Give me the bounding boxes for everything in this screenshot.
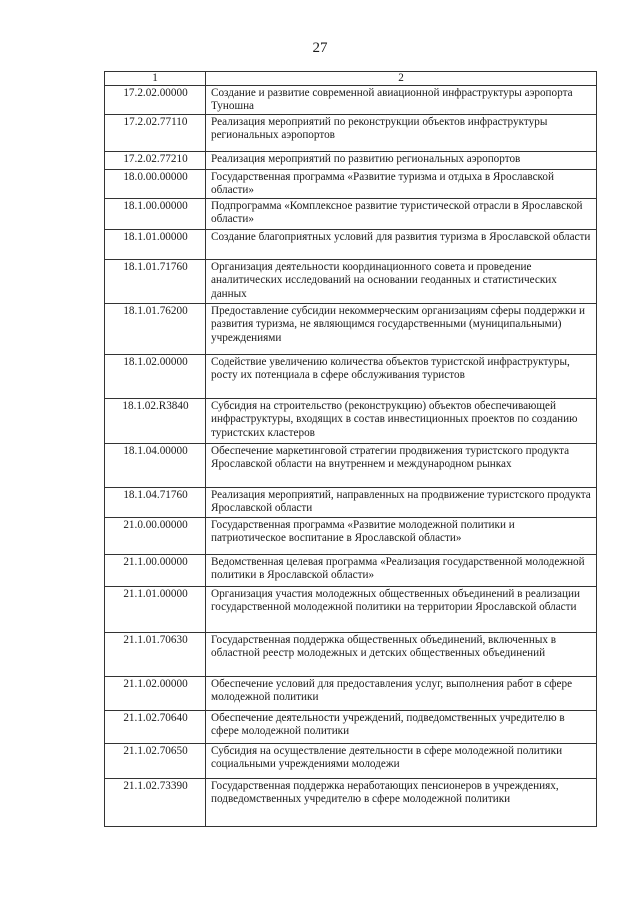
row-code: 21.1.02.00000 — [105, 676, 206, 710]
row-code: 17.2.02.77110 — [105, 115, 206, 152]
row-code: 18.1.01.00000 — [105, 229, 206, 259]
row-code: 21.1.00.00000 — [105, 554, 206, 586]
table-row — [105, 586, 597, 632]
row-name: Реализация мероприятий по развитию региональных аэропортов — [206, 152, 597, 170]
classification-table — [104, 71, 597, 827]
table-row — [105, 554, 597, 586]
row-name: Обеспечение маркетинговой стратегии продвижения туристского продукта Ярославской области на внутреннем и международном рынках — [206, 443, 597, 487]
table-row — [105, 170, 597, 199]
table-row — [105, 743, 597, 778]
table-row — [105, 517, 597, 554]
row-name: Создание благоприятных условий для развития туризма в Ярославской области — [206, 229, 597, 259]
table-row — [105, 778, 597, 826]
table-row — [105, 443, 597, 487]
table-row — [105, 303, 597, 354]
row-name: Подпрограмма «Комплексное развитие туристической отрасли в Ярославской области» — [206, 198, 597, 229]
row-name: Обеспечение деятельности учреждений, подведомственных учредителю в сфере молодежной политики — [206, 710, 597, 743]
table-row — [105, 676, 597, 710]
table-row — [105, 398, 597, 443]
row-name: Реализация мероприятий по реконструкции объектов инфраструктуры региональных аэропортов — [206, 115, 597, 152]
row-code: 21.1.01.70630 — [105, 632, 206, 676]
column-header-2: 2 — [206, 72, 597, 86]
table-header-row — [105, 72, 597, 86]
row-code: 18.1.02.00000 — [105, 354, 206, 398]
row-code: 17.2.02.00000 — [105, 86, 206, 115]
table-row — [105, 632, 597, 676]
row-code: 18.1.04.00000 — [105, 443, 206, 487]
row-name: Субсидия на осуществление деятельности в сфере молодежной политики социальными учреждениями молодежи — [206, 743, 597, 778]
row-name: Организация деятельности координационного совета и проведение аналитических исследований на основании геоданных и статистических данных — [206, 259, 597, 303]
table-row — [105, 115, 597, 152]
table-row — [105, 229, 597, 259]
table-row — [105, 198, 597, 229]
row-code: 21.1.02.70650 — [105, 743, 206, 778]
table-row — [105, 86, 597, 115]
row-code: 21.0.00.00000 — [105, 517, 206, 554]
row-name: Субсидия на строительство (реконструкцию) объектов обеспечивающей инфраструктуры, входящих в состав инвестиционных проектов по созданию туристских кластеров — [206, 398, 597, 443]
row-name: Государственная программа «Развитие молодежной политики и патриотическое воспитание в Ярославской области» — [206, 517, 597, 554]
row-name: Государственная поддержка общественных объединений, включенных в областной реестр молодежных и детских общественных объединений — [206, 632, 597, 676]
row-code: 17.2.02.77210 — [105, 152, 206, 170]
row-name: Создание и развитие современной авиационной инфраструктуры аэропорта Туношна — [206, 86, 597, 115]
row-code: 18.1.04.71760 — [105, 487, 206, 517]
row-name: Реализация мероприятий, направленных на продвижение туристского продукта Ярославской области — [206, 487, 597, 517]
row-name: Организация участия молодежных общественных объединений в реализации государственной молодежной политики на территории Ярославской области — [206, 586, 597, 632]
row-code: 18.0.00.00000 — [105, 170, 206, 199]
table-row — [105, 259, 597, 303]
column-header-1: 1 — [105, 72, 206, 86]
row-code: 21.1.02.73390 — [105, 778, 206, 826]
row-name: Государственная поддержка неработающих пенсионеров в учреждениях, подведомственных учредителю в сфере молодежной политики — [206, 778, 597, 826]
row-name: Государственная программа «Развитие туризма и отдыха в Ярославской области» — [206, 170, 597, 199]
row-name: Содействие увеличению количества объектов туристской инфраструктуры, росту их потенциала в сфере обслуживания туристов — [206, 354, 597, 398]
row-name: Обеспечение условий для предоставления услуг, выполнения работ в сфере молодежной политики — [206, 676, 597, 710]
table-row — [105, 354, 597, 398]
table-row — [105, 487, 597, 517]
table-row — [105, 152, 597, 170]
table-row — [105, 710, 597, 743]
row-code: 18.1.01.71760 — [105, 259, 206, 303]
row-name: Предоставление субсидии некоммерческим организациям сферы поддержки и развития туризма, не являющимся государственными (муниципальными) учреждениями — [206, 303, 597, 354]
row-code: 18.1.01.76200 — [105, 303, 206, 354]
row-name: Ведомственная целевая программа «Реализация государственной молодежной политики в Ярославской области» — [206, 554, 597, 586]
row-code: 18.1.00.00000 — [105, 198, 206, 229]
row-code: 21.1.01.00000 — [105, 586, 206, 632]
row-code: 18.1.02.R3840 — [105, 398, 206, 443]
row-code: 21.1.02.70640 — [105, 710, 206, 743]
page-number: 27 — [312, 40, 328, 56]
